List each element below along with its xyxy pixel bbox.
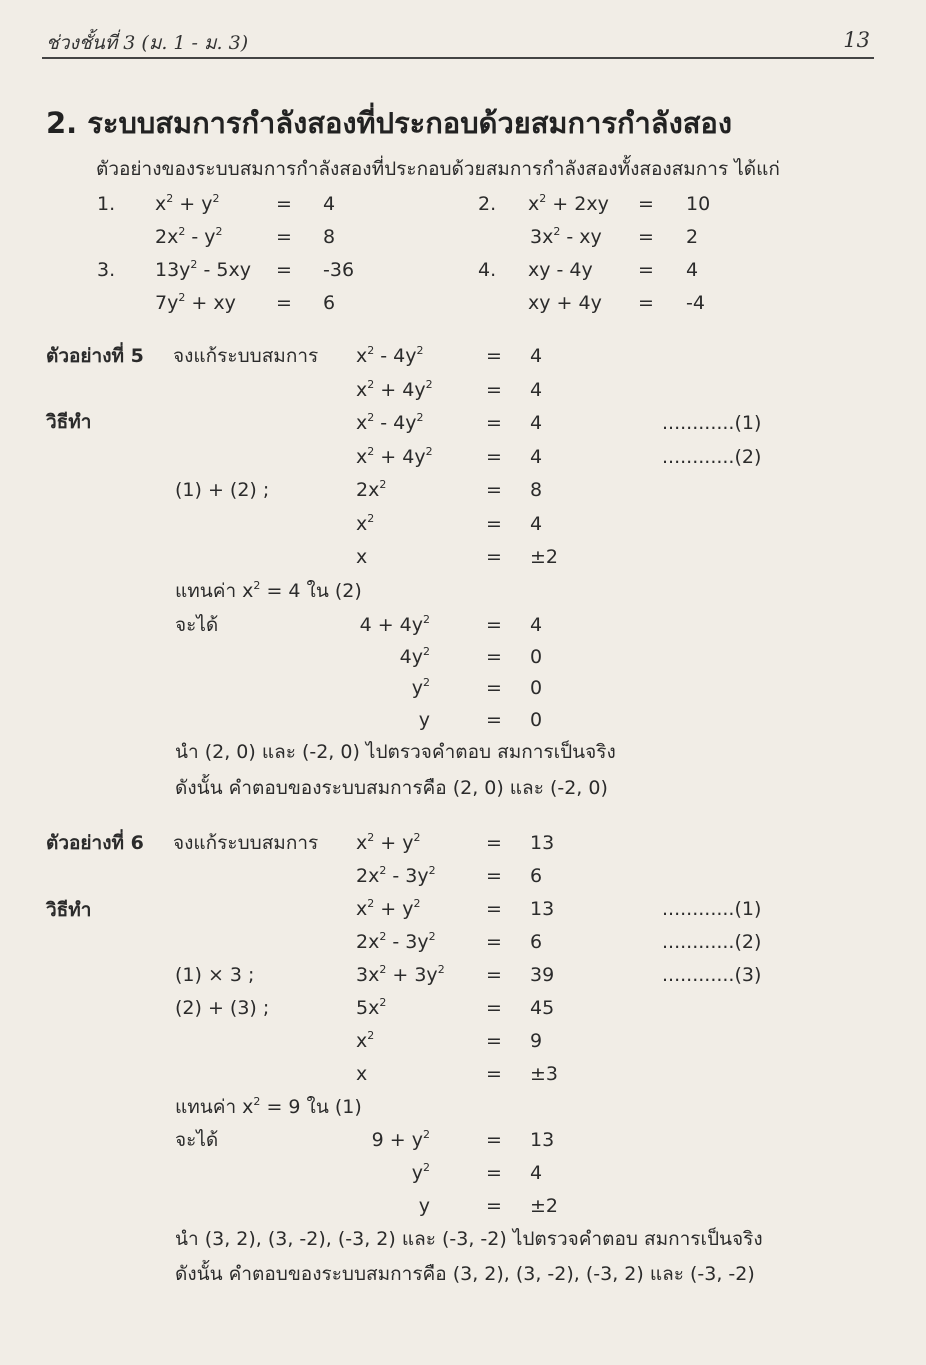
step-lhs: $2x^2 - 3y^2$ (356, 864, 436, 887)
step-rhs: 0 (530, 708, 543, 731)
equals-sign: = (486, 964, 502, 986)
step-rhs: 4 (530, 614, 543, 636)
step-rhs: ±3 (530, 1063, 559, 1085)
sample-2-rhs-1: 10 (686, 193, 711, 215)
step-rhs: 0 (530, 645, 543, 668)
sample-1-number: 1. (97, 193, 116, 215)
equals-sign: = (486, 1030, 502, 1052)
example-6-then: จะได้ (175, 1129, 219, 1151)
example-5-substitution: แทนค่า $x^2 = 4$ ใน (2) (175, 579, 362, 602)
example-6-label: ตัวอย่างที่ 6 (46, 832, 144, 854)
equals-sign: = (486, 546, 502, 568)
step-lhs: x (356, 1063, 368, 1085)
equals-sign: = (486, 412, 502, 434)
equals-sign: = (486, 1195, 502, 1217)
sample-4-lhs-1: xy - 4y (528, 259, 593, 281)
example-6-check: นำ (3, 2), (3, -2), (-3, 2) และ (-3, -2) ไปตรวจคำตอบ สมการเป็นจริง (175, 1228, 763, 1250)
step-lhs: $x^2$ (356, 1029, 375, 1052)
sample-1-lhs-2: $2x^2 - y^2$ (155, 225, 223, 248)
equals-sign: = (486, 512, 502, 535)
step-lhs: $x^2 + 4y^2$ (356, 377, 433, 401)
example-6-answer: ดังนั้น คำตอบของระบบสมการคือ (3, 2), (3, -2), (-3, 2) และ (-3, -2) (175, 1263, 755, 1285)
equals-sign: = (638, 193, 654, 215)
step-lhs: $x^2 - 4y^2$ (356, 411, 424, 434)
sample-1-rhs-2: 8 (323, 226, 336, 248)
equals-sign: = (486, 708, 502, 731)
step-operation: (1) + (2) ; (175, 479, 270, 501)
step-operation: (2) + (3) ; (175, 997, 270, 1019)
step-rhs: ±2 (530, 546, 559, 568)
equals-sign: = (486, 378, 502, 401)
step-lhs: $2x^2 - 3y^2$ (356, 930, 436, 953)
equals-sign: = (486, 614, 502, 636)
section-title: 2. ระบบสมการกำลังสองที่ประกอบด้วยสมการกำลังสอง (46, 106, 733, 140)
equals-sign: = (638, 292, 654, 314)
step-lhs: $y^2$ (411, 1161, 430, 1184)
step-rhs: 4 (530, 512, 543, 535)
step-lhs: $x^2 - 4y^2$ (356, 344, 424, 367)
step-lhs: y (418, 708, 430, 731)
step-rhs: 6 (530, 865, 543, 887)
example-5-method: วิธีทำ (46, 411, 92, 433)
equals-sign: = (486, 645, 502, 668)
step-rhs: 4 (530, 445, 543, 468)
step-lhs: $y^2$ (411, 676, 430, 699)
example-5-prompt: จงแก้ระบบสมการ (173, 345, 319, 367)
example-6-substitution: แทนค่า $x^2 = 9$ ใน (1) (175, 1095, 362, 1118)
step-lhs: $x^2 + y^2$ (356, 831, 421, 854)
equals-sign: = (638, 226, 654, 248)
equals-sign: = (486, 445, 502, 468)
equals-sign: = (486, 997, 502, 1019)
step-lhs: $4y^2$ (399, 644, 430, 668)
sample-2-number: 2. (478, 193, 497, 215)
example-6-method: วิธีทำ (46, 899, 92, 921)
step-operation: (1) × 3 ; (175, 964, 255, 986)
sample-3-number: 3. (97, 259, 116, 281)
step-rhs: 4 (530, 345, 543, 367)
page-number: 13 (843, 28, 870, 52)
step-rhs: 13 (530, 1129, 555, 1151)
equals-sign: = (486, 479, 502, 501)
sample-3-lhs-2: $7y^2$ + xy (155, 291, 236, 314)
sample-1-rhs-1: 4 (323, 193, 336, 215)
step-rhs: 6 (530, 931, 543, 953)
example-5-check: นำ (2, 0) และ (-2, 0) ไปตรวจคำตอบ สมการเป็นจริง (175, 741, 616, 763)
sample-2-rhs-2: 2 (686, 226, 699, 248)
header-rule (42, 57, 874, 59)
sample-3-lhs-1: $13y^2 - 5xy$ (155, 258, 251, 281)
equation-tag: ............(1) (662, 898, 762, 920)
example-6-prompt: จงแก้ระบบสมการ (173, 832, 319, 854)
step-rhs: 0 (530, 677, 543, 699)
equation-tag: ............(2) (662, 445, 762, 468)
example-5-label: ตัวอย่างที่ 5 (46, 345, 144, 367)
equals-sign: = (486, 1063, 502, 1085)
step-lhs: $2x^2$ (356, 478, 387, 501)
equation-tag: ............(1) (662, 412, 762, 434)
sample-1-lhs-1: $x^2 + y^2$ (155, 192, 220, 215)
equals-sign: = (486, 865, 502, 887)
step-lhs: $x^2 + 4y^2$ (356, 444, 433, 468)
equals-sign: = (486, 345, 502, 367)
sample-4-lhs-2: xy + 4y (528, 292, 602, 314)
sample-3-rhs-1: -36 (323, 259, 355, 281)
equals-sign: = (276, 292, 292, 314)
equals-sign: = (486, 1129, 502, 1151)
equals-sign: = (486, 832, 502, 854)
sample-4-rhs-2: -4 (686, 292, 705, 314)
step-lhs: x (356, 546, 368, 568)
equals-sign: = (276, 226, 292, 248)
step-rhs: 4 (530, 1162, 543, 1184)
equals-sign: = (486, 677, 502, 699)
sample-2-lhs-2: $3x^2$ - xy (530, 225, 602, 248)
sample-2-lhs-1: $x^2 + 2xy$ (528, 192, 609, 215)
equals-sign: = (276, 259, 292, 281)
step-lhs: y (418, 1195, 430, 1217)
step-lhs: $9 + y^2$ (371, 1128, 430, 1151)
equals-sign: = (486, 1162, 502, 1184)
sample-4-rhs-1: 4 (686, 259, 699, 281)
sample-3-rhs-2: 6 (323, 292, 336, 314)
sample-4-number: 4. (478, 259, 497, 281)
equation-tag: ............(3) (662, 964, 762, 986)
step-rhs: 9 (530, 1030, 543, 1052)
step-rhs: 39 (530, 964, 555, 986)
equals-sign: = (486, 931, 502, 953)
equals-sign: = (486, 898, 502, 920)
step-lhs: $x^2$ (356, 511, 375, 535)
step-rhs: 45 (530, 997, 555, 1019)
section-intro: ตัวอย่างของระบบสมการกำลังสองที่ประกอบด้วยสมการกำลังสองทั้งสองสมการ ได้แก่ (96, 158, 780, 180)
step-lhs: $3x^2 + 3y^2$ (356, 963, 445, 986)
step-rhs: ±2 (530, 1195, 559, 1217)
example-5-then: จะได้ (175, 614, 219, 636)
step-rhs: 13 (530, 898, 555, 920)
equation-tag: ............(2) (662, 931, 762, 953)
step-rhs: 8 (530, 479, 543, 501)
running-header: ช่วงชั้นที่ 3 (ม. 1 - ม. 3) (46, 32, 249, 54)
step-lhs: $4 + 4y^2$ (359, 613, 430, 636)
step-rhs: 13 (530, 832, 555, 854)
equals-sign: = (276, 193, 292, 215)
step-rhs: 4 (530, 378, 543, 401)
equals-sign: = (638, 259, 654, 281)
step-lhs: $5x^2$ (356, 996, 387, 1019)
step-lhs: $x^2 + y^2$ (356, 897, 421, 920)
step-rhs: 4 (530, 412, 543, 434)
example-5-answer: ดังนั้น คำตอบของระบบสมการคือ (2, 0) และ (-2, 0) (175, 777, 608, 799)
